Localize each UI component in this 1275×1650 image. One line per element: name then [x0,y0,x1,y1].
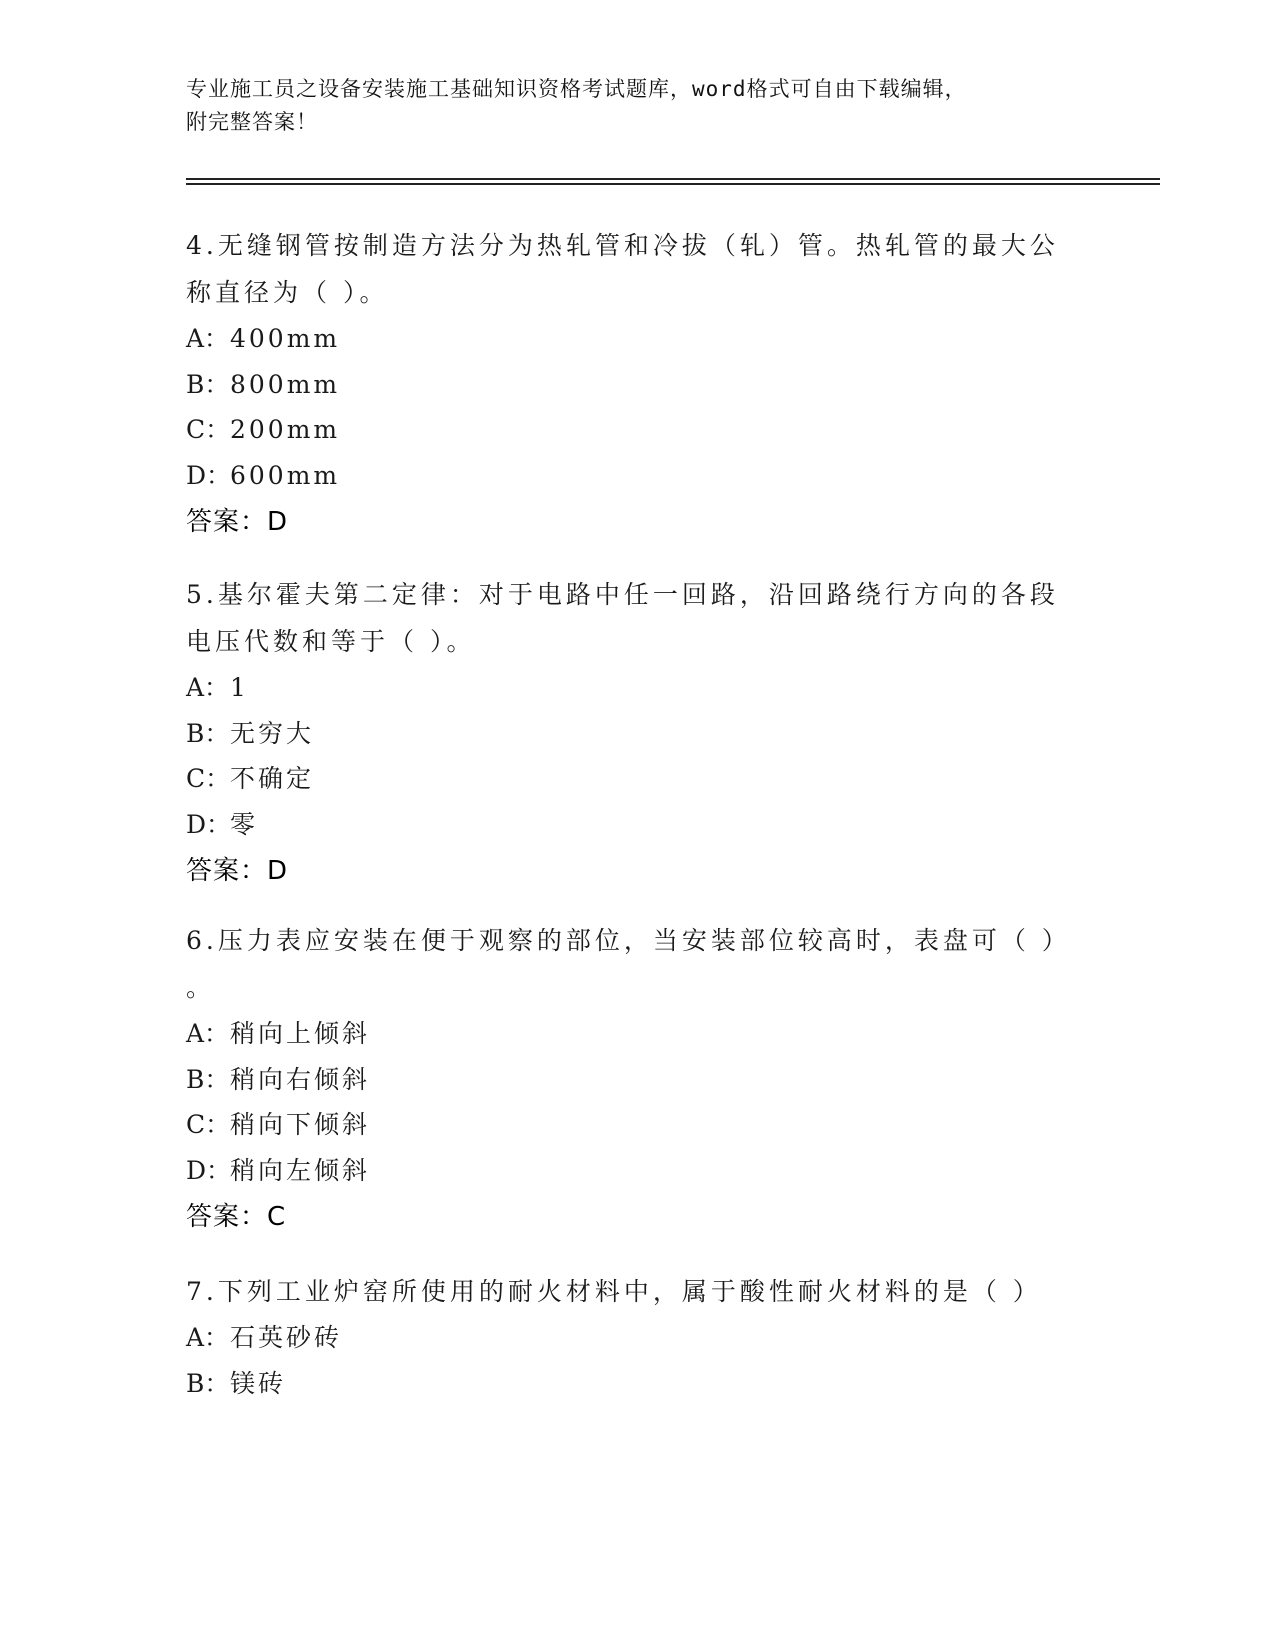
question-6 [186,917,1071,1240]
answer-label: 答案：D [186,856,289,886]
answer-label: 答案：C [186,1202,287,1232]
option-key: D： [186,460,232,490]
option-key: D： [186,809,232,839]
header-divider [186,178,1160,184]
option-text: 稍向左倾斜 [230,1155,371,1185]
option-key: A： [186,673,230,702]
option-text: 1 [230,673,249,702]
option-key: A： [186,1019,230,1048]
option-a [186,665,1066,711]
question-4 [186,222,1066,545]
header-line-1: 专业施工员之设备安装施工基础知识资格考试题库，word格式可自由下载编辑， [186,77,967,101]
option-text: 稍向下倾斜 [230,1110,371,1139]
option-text: 200mm [230,415,341,444]
option-d [186,453,1066,499]
option-text: 零 [230,809,259,839]
question-7 [186,1268,1066,1406]
option-a [186,1011,1066,1057]
option-key: C： [186,1110,231,1139]
option-text: 800mm [230,369,341,399]
question-stem [186,222,1066,316]
option-key: D： [186,1155,232,1185]
option-text: 稍向上倾斜 [230,1019,371,1048]
option-d [186,802,1066,848]
option-key: C： [186,764,231,793]
option-a [186,316,1066,362]
question-stem-line: 5.基尔霍夫第二定律：对于电路中任一回路，沿回路绕行方向的各段 [186,580,1059,609]
option-c [186,407,1066,453]
option-b [186,1057,1066,1103]
option-text: 石英砂砖 [230,1323,343,1352]
option-b [186,711,1066,757]
option-key: B： [186,369,230,399]
option-key: A： [186,324,230,353]
header-line-2: 附完整答案！ [186,110,318,134]
question-stem [186,571,1066,665]
option-text: 稍向右倾斜 [230,1064,371,1094]
question-stem-line: 4.无缝钢管按制造方法分为热轧管和冷拔（轧）管。热轧管的最大公 [186,231,1059,260]
option-text: 无穷大 [230,718,315,748]
option-key: A： [186,1323,230,1352]
question-stem-line: 电压代数和等于（ ）。 [186,627,476,656]
option-c [186,756,1066,802]
option-d [186,1148,1066,1194]
question-stem-line: 6.压力表应安装在便于观察的部位，当安装部位较高时，表盘可（ ） [186,926,1071,955]
option-b [186,1361,1066,1407]
answer-label: 答案：D [186,507,289,537]
option-key: B： [186,1368,230,1398]
option-text: 400mm [230,324,341,353]
option-key: C： [186,415,231,444]
option-c [186,1102,1066,1148]
question-stem-line: 称直径为（ ）。 [186,278,389,307]
option-key: B： [186,718,230,748]
question-5 [186,571,1066,894]
option-text: 不确定 [230,764,315,793]
option-b [186,362,1066,408]
option-key: B： [186,1064,230,1094]
option-text: 镁砖 [230,1368,287,1398]
option-a [186,1315,1066,1361]
document-header [186,73,1066,139]
question-stem [186,1268,1066,1315]
divider-line-top [186,178,1160,180]
question-stem-line: 7.下列工业炉窑所使用的耐火材料中，属于酸性耐火材料的是（ ） [186,1277,1042,1306]
question-stem-line: 。 [186,973,216,1002]
option-text: 600mm [230,460,341,490]
divider-line-bottom [186,183,1160,185]
question-stem [186,917,1071,1011]
